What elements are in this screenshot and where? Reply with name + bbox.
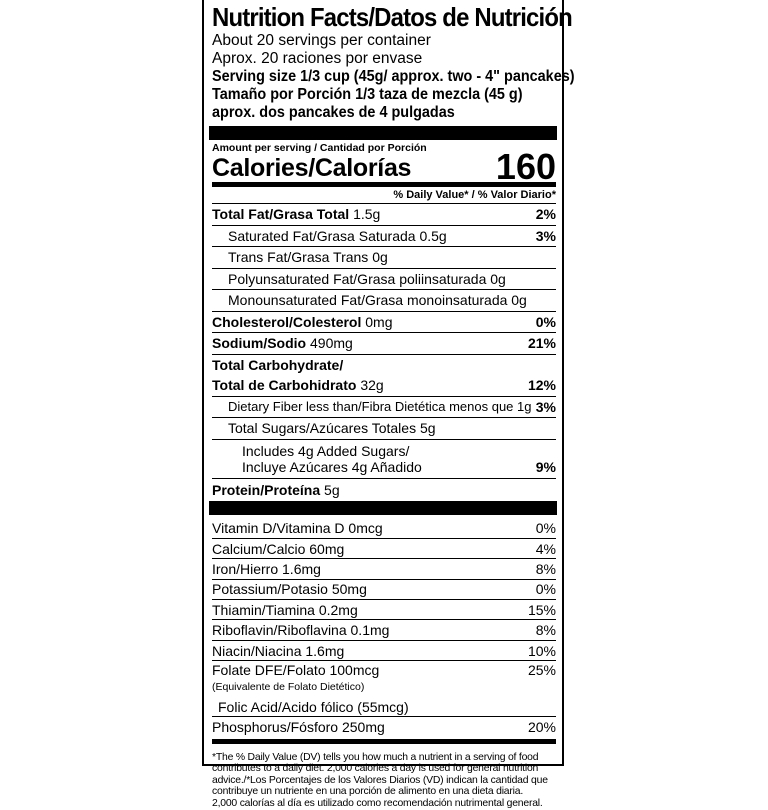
vitamin-row-folic-acid: [212, 697, 556, 716]
nutrient-percent: 9%: [535, 458, 556, 475]
footnote-line: contribuye un nutriente en una porción de alimento en una dieta diaria.: [212, 786, 524, 798]
thick-divider: [209, 126, 557, 140]
nutrient-row-sodium: [212, 332, 556, 354]
nutrient-amount: 490mg: [310, 335, 353, 352]
servings-per-container-en: About 20 servings per container: [212, 32, 431, 49]
nutrient-name: Total de Carbohidrato: [212, 377, 357, 394]
nutrient-row-added-sugars: [212, 439, 556, 478]
nutrient-name: Total Carbohydrate/: [212, 356, 344, 373]
vitamin-row-folate: [212, 660, 556, 697]
nutrient-name: Total Fat/Grasa Total: [212, 206, 350, 223]
nutrient-percent: 12%: [527, 377, 556, 394]
vitamin-percent: 8%: [535, 622, 556, 639]
vitamin-row-thiamin: [212, 599, 556, 619]
nutrient-name-es: Incluye Azúcares 4g Añadido: [242, 458, 422, 475]
nutrient-amount: 0mg: [365, 313, 393, 330]
servings-per-container-es: Aprox. 20 raciones por envase: [212, 50, 423, 67]
vitamin-row-iron: [212, 558, 556, 578]
daily-value-footnote: [212, 739, 556, 810]
nutrient-name: Monounsaturated Fat/Grasa monoinsaturada 0g: [228, 292, 527, 309]
vitamins-section: [212, 519, 556, 737]
nutrient-row-saturated-fat: [212, 225, 556, 247]
nutrient-percent: 3%: [535, 227, 556, 244]
calories-label: Calories/Calorías: [212, 154, 412, 182]
thick-divider: [209, 501, 557, 515]
serving-size-es-2: aprox. dos pancakes de 4 pulgadas: [212, 104, 455, 121]
vitamin-name: Phosphorus/Fósforo 250mg: [212, 718, 385, 735]
serving-size-en: Serving size 1/3 cup (45g/ approx. two - 4" pancakes): [212, 68, 575, 85]
footnote-line: contributes to a daily diet. 2,000 calories a day is used for general nutrition: [212, 763, 539, 775]
folate-subtitle: (Equivalente de Folato Dietético): [212, 681, 365, 694]
vitamin-name: Iron/Hierro 1.6mg: [212, 560, 321, 577]
nutrient-row-total-carbohydrate-es: [212, 375, 556, 396]
nutrient-percent: 21%: [527, 335, 556, 352]
vitamin-name: Thiamin/Tiamina 0.2mg: [212, 601, 358, 618]
vitamin-percent: 0%: [535, 581, 556, 598]
vitamin-row-potassium: [212, 579, 556, 599]
serving-size-es-1: Tamaño por Porción 1/3 taza de mezcla (45 g): [212, 86, 523, 103]
label-title: Nutrition Facts/Datos de Nutrición: [212, 2, 572, 32]
nutrient-row-dietary-fiber: [212, 396, 556, 418]
nutrient-percent: 0%: [535, 313, 556, 330]
nutrient-percent: 2%: [535, 206, 556, 223]
nutrient-amount: 5g: [324, 481, 340, 498]
vitamin-name: Vitamin D/Vitamina D 0mcg: [212, 520, 383, 537]
footnote-line: *The % Daily Value (DV) tells you how much a nutrient in a serving of food: [212, 751, 539, 763]
nutrient-name: Polyunsaturated Fat/Grasa poliinsaturada 0g: [228, 270, 506, 287]
vitamin-name: Calcium/Calcio 60mg: [212, 540, 345, 557]
footnote-line: 2,000 calorías al día es utilizado como recomendación nutrimental general.: [212, 798, 543, 809]
vitamin-percent: 8%: [535, 560, 556, 577]
nutrient-row-total-carbohydrate-en: [212, 354, 556, 376]
vitamin-percent: 25%: [527, 662, 556, 679]
nutrient-row-monounsaturated-fat: [212, 289, 556, 311]
nutrition-label: [202, 0, 575, 809]
calories-value: 160: [495, 146, 556, 187]
vitamin-percent: 15%: [527, 601, 556, 618]
vitamin-percent: 20%: [527, 718, 556, 735]
daily-value-header: % Daily Value* / % Valor Diario*: [393, 189, 556, 201]
vitamin-percent: 0%: [535, 520, 556, 537]
vitamin-row-niacin: [212, 640, 556, 660]
nutrient-name: Sodium/Sodio: [212, 335, 307, 352]
nutrient-percent: 3%: [535, 398, 556, 415]
vitamin-percent: 10%: [527, 642, 556, 659]
vitamin-row-calcium: [212, 538, 556, 558]
nutrient-name: Protein/Proteína: [212, 481, 321, 498]
vitamin-name: Potassium/Potasio 50mg: [212, 581, 367, 598]
nutrient-name: Dietary Fiber less than/Fibra Dietética menos que 1g: [228, 399, 532, 415]
amount-per-serving: Amount per serving / Cantidad por Porción: [212, 142, 427, 154]
vitamin-row-phosphorus: [212, 716, 556, 736]
nutrient-row-polyunsaturated-fat: [212, 268, 556, 290]
vitamin-name: Riboflavin/Riboflavina 0.1mg: [212, 622, 390, 639]
nutrient-amount: 32g: [360, 377, 384, 394]
vitamin-name: Folate DFE/Folato 100mcg: [212, 662, 380, 679]
vitamin-row-riboflavin: [212, 619, 556, 639]
nutrient-row-total-sugars: [212, 417, 556, 439]
vitamin-row-vitamin-d: [212, 519, 556, 538]
nutrient-name: Cholesterol/Colesterol: [212, 313, 362, 330]
nutrient-name: Trans Fat/Grasa Trans 0g: [228, 249, 388, 266]
vitamin-name: Niacin/Niacina 1.6mg: [212, 642, 345, 659]
vitamin-percent: 4%: [535, 540, 556, 557]
vitamin-name: Folic Acid/Acido fólico (55mcg): [218, 698, 409, 715]
nutrient-name-en: Includes 4g Added Sugars/: [242, 442, 410, 459]
nutrient-row-trans-fat: [212, 246, 556, 268]
nutrient-name: Saturated Fat/Grasa Saturada 0.5g: [228, 227, 447, 244]
nutrient-amount: 1.5g: [353, 206, 381, 223]
nutrient-row-protein: [212, 478, 556, 501]
nutrient-name: Total Sugars/Azúcares Totales 5g: [228, 420, 436, 437]
nutrient-row-total-fat: [212, 203, 556, 225]
nutrient-row-cholesterol: [212, 311, 556, 333]
footnote-line: advice./*Los Porcentajes de los Valores Diarios (VD) indican la cantidad que: [212, 774, 548, 786]
